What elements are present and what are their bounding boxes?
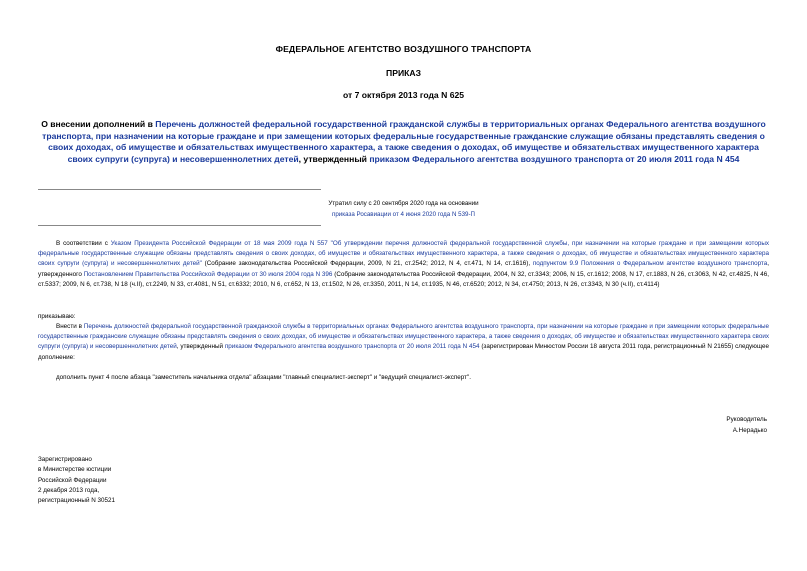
lost-force-text: Утратил силу с 20 сентября 2020 года на основании [328, 200, 479, 207]
divider-top [38, 189, 321, 190]
title-prefix: О внесении дополнений в [41, 119, 156, 129]
order-word: приказываю: [38, 313, 76, 320]
preamble-text-2: (Собрание законодательства Российской Федерации, 2009, N 21, ст.2542; 2012, N 4, ст.471, N 14, ст.1616), [201, 260, 533, 268]
registration-line: регистрационный N 30521 [38, 497, 116, 505]
signer-role: Руководитель [726, 416, 767, 423]
registration-line: 2 декабря 2013 года, [38, 486, 100, 494]
registration-line: в Министерстве юстиции [38, 466, 112, 474]
decree-link[interactable]: Указом Президента Российской Федерации от 18 мая 2009 года N 557 "Об утверждении перечня должностей федеральной государственной службы, при назначении на которые граждане и при замещении которых федеральные государственные служащие обязаны представлять сведения о своих доходах, об имуществе и обязательствах имущественного характера, а также сведения о доходах, об имуществе и обязательствах имущественного характера своих супруги (супруга) и несовершеннолетних детей" [38, 240, 769, 268]
amendment-paragraph [38, 322, 769, 363]
title-link-order[interactable]: приказом Федерального агентства воздушного транспорта от 20 июля 2011 года N 454 [369, 153, 740, 164]
document-title [38, 119, 769, 165]
amendment-order-link[interactable]: приказом Федерального агентства воздушного транспорта от 20 июля 2011 года N 454 [224, 343, 480, 351]
preamble-text-1: В соответствии с [56, 240, 111, 247]
lost-force-link[interactable]: приказа Росавиации от 4 июня 2020 года N 539-П [332, 211, 475, 218]
preamble-text-3: , утвержденного [38, 260, 769, 278]
amendment-text-2: , утвержденный [176, 343, 225, 351]
preamble-text-4: (Собрание законодательства Российской Федерации, 2004, N 32, ст.3343; 2006, N 15, ст.1612; 2008, N 17, ст.1883, N 26, ст.3063, N 42, ст.4825, N 46, ст.5337; 2009, N 6, ст.738, N 18 (ч.II), ст.2249, N 33, ст.4081, N 51, ст.6332; 2010, N 6, ст.652, N 13, ст.1502, N 26, ст.3350, 2011, N 14, ст.1935, N 46, ст.6520; 2012, N 34, ст.4750; 2013, N 26, ст.3343, N 30 (ч.II), ст.4114) [38, 270, 769, 288]
addition-paragraph: дополнить пункт 4 после абзаца "заместитель начальника отдела" абзацами "главный специалист-эксперт" и "ведущий специалист-эксперт". [56, 374, 472, 381]
document-date-number: от 7 октября 2013 года N 625 [342, 90, 465, 100]
government-resolution-link[interactable]: Постановлением Правительства Российской Федерации от 30 июля 2004 года N 396 [83, 270, 333, 278]
agency-name: ФЕДЕРАЛЬНОЕ АГЕНТСТВО ВОЗДУШНОГО ТРАНСПОРТА [275, 44, 532, 54]
registration-block [38, 455, 115, 506]
amendment-text-1: Внести в [56, 323, 84, 330]
divider-bottom [38, 225, 321, 226]
signer-name: А.Нерадько [732, 426, 767, 434]
registration-line: Российской Федерации [38, 476, 107, 484]
lost-force-note [300, 198, 507, 220]
amendment-text-3: (зарегистрирован Минюстом России 18 августа 2011 года, регистрационный N 21655) следующее дополнение: [38, 343, 769, 361]
document-type: ПРИКАЗ [386, 68, 421, 78]
regulation-link[interactable]: подпунктом 9.9 Положения о Федеральном агентстве воздушного транспорта [532, 260, 768, 268]
amendment-list-link[interactable]: Перечень должностей федеральной государственной гражданской службы в территориальных органах Федерального агентства воздушного транспорта, при назначении на которые граждане и при замещении которых федеральные государственные гражданские служащие обязаны представлять сведения о своих доходах, об имуществе и обязательствах имущественного характера, а также сведения о доходах, об имуществе и обязательствах имущественного характера своих супруги (супруга) и несовершеннолетних детей [38, 323, 770, 351]
title-middle: , утвержденный [298, 153, 370, 164]
registration-line: Зарегистрировано [38, 456, 92, 463]
signature-block [726, 415, 767, 436]
preamble-paragraph [38, 239, 769, 290]
title-link-list[interactable]: Перечень должностей федеральной государственной гражданской службы в территориальных органах Федерального агентства воздушного транспорта, при назначении на которые граждане и при замещении которых федеральные государственные гражданские служащие обязаны представлять сведения о своих доходах, об имуществе и обязательствах имущественного характера, а также сведения о доходах, об имуществе и обязательствах имущественного характера своих супруги (супруга) и несовершеннолетних детей [42, 119, 766, 164]
